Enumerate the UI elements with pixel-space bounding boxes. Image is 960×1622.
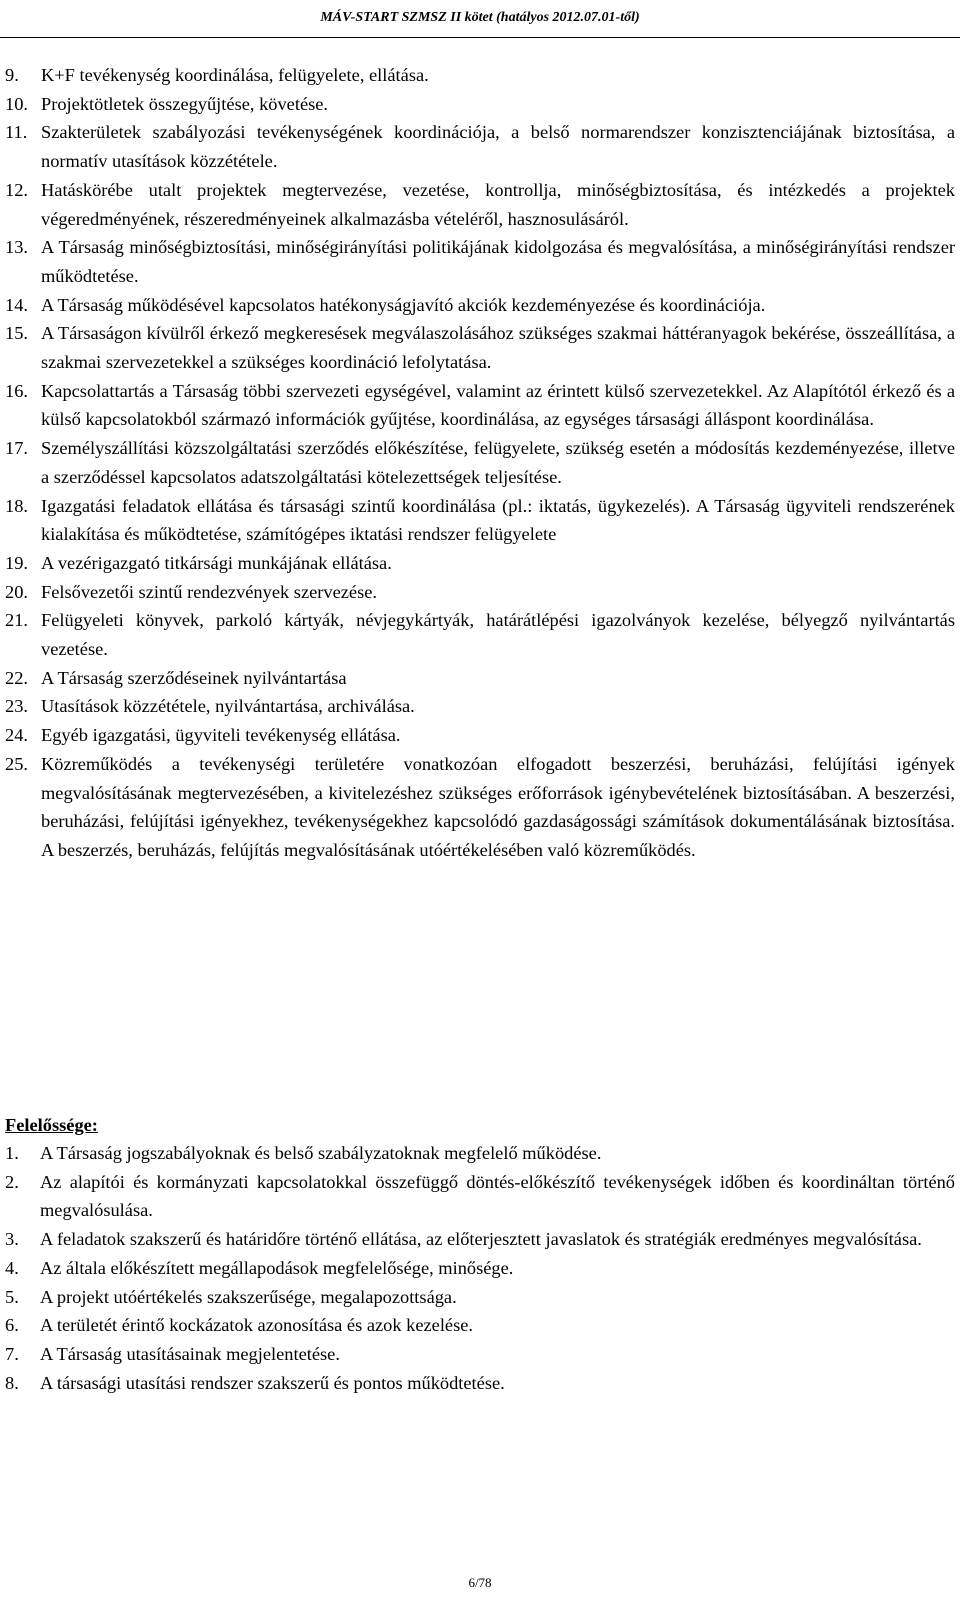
list-item-number: 7. xyxy=(5,1343,19,1364)
list-item-text: A Társaság működésével kapcsolatos hatékonyságjavító akciók kezdeményezése és koordinációja. xyxy=(41,294,766,315)
list-item xyxy=(5,1254,955,1283)
list-item xyxy=(5,721,955,750)
list-item-text: Kapcsolattartás a Társaság többi szervezeti egységével, valamint az érintett külső szervezetekkel. Az Alapítótól érkező és a külső kapcsolatokból származó információk gyűjtése, koordinálása, az egységes társasági álláspont koordinálása. xyxy=(41,380,955,430)
list-item-number: 6. xyxy=(5,1315,19,1336)
list-item-number: 15. xyxy=(5,323,28,344)
responsibility-list xyxy=(5,1139,955,1397)
list-item-text: Projektötletek összegyűjtése, követése. xyxy=(41,93,329,114)
list-item xyxy=(5,606,955,663)
list-item xyxy=(5,233,955,290)
list-item xyxy=(5,692,955,721)
list-item xyxy=(5,377,955,434)
list-item xyxy=(5,1369,955,1398)
list-item xyxy=(5,492,955,549)
list-item-number: 14. xyxy=(5,294,28,315)
list-item-number: 11. xyxy=(5,122,28,143)
list-item-text: Személyszállítási közszolgáltatási szerződés előkészítése, felügyelete, szükség esetén a módosítás kezdeményezése, illetve a szerződéssel kapcsolatos adatszolgáltatási kötelezettségek teljesítése. xyxy=(41,438,955,487)
list-item-number: 1. xyxy=(5,1143,19,1163)
list-item xyxy=(5,176,955,233)
list-item-text: Az általa előkészített megállapodások megfelelősége, minősége. xyxy=(40,1257,514,1278)
list-item-text: A Társaság utasításainak megjelentetése. xyxy=(40,1343,340,1364)
responsibility-heading: Felelőssége: xyxy=(5,1115,98,1135)
list-item-number: 17. xyxy=(5,438,28,459)
list-item-number: 10. xyxy=(5,93,28,114)
list-item-text: A Társaság jogszabályoknak és belső szabályzatoknak megfelelő működése. xyxy=(40,1143,602,1163)
list-item-number: 13. xyxy=(5,237,28,258)
list-item-number: 21. xyxy=(5,610,28,631)
list-item-text: Igazgatási feladatok ellátása és társasági szintű koordinálása (pl.: iktatás, ügykezelés). A Társaság ügyviteli rendszerének kialakítása és működtetése, számítógépes iktatási rendszer felügyelete xyxy=(41,495,955,545)
list-item xyxy=(5,1168,955,1225)
list-item-number: 8. xyxy=(5,1372,19,1393)
list-item-text: Hatáskörébe utalt projektek megtervezése, vezetése, kontrollja, minőségbiztosítása, és intézkedés a projektek végeredményének, részeredményeinek alkalmazásba vételéről, hasznosulásáról. xyxy=(41,179,955,229)
list-item-number: 5. xyxy=(5,1286,19,1307)
list-item-number: 18. xyxy=(5,495,28,516)
list-item xyxy=(5,1340,955,1369)
header-divider xyxy=(0,37,960,38)
page-header: MÁV-START SZMSZ II kötet (hatályos 2012.07.01-től) xyxy=(320,10,640,25)
list-item-text: A Társaság minőségbiztosítási, minőségirányítási politikájának kidolgozása és megvalósítása, a minőségirányítási rendszer működtetése. xyxy=(41,237,955,286)
list-item-text: A vezérigazgató titkársági munkájának ellátása. xyxy=(41,552,392,573)
list-item-number: 19. xyxy=(5,552,28,573)
list-item-text: A társasági utasítási rendszer szakszerű és pontos működtetése. xyxy=(40,1372,505,1393)
list-item-number: 3. xyxy=(5,1229,19,1250)
list-item-number: 24. xyxy=(5,725,28,746)
list-item xyxy=(5,319,955,376)
list-item-text: Az alapítói és kormányzati kapcsolatokkal összefüggő döntés-előkészítő tevékenységek időben és koordináltan történő megvalósulása. xyxy=(40,1171,955,1221)
list-item-text: A Társaságon kívülről érkező megkeresések megválaszolásához szükséges szakmai háttéranyagok bekérése, összeállítása, a szakmai szervezetekkel a szükséges koordináció lefolytatása. xyxy=(41,323,955,373)
list-item xyxy=(5,1139,955,1168)
list-item-number: 22. xyxy=(5,667,28,688)
list-item xyxy=(5,291,955,320)
list-item xyxy=(5,118,955,175)
list-item xyxy=(5,578,955,607)
list-item-number: 25. xyxy=(5,753,28,774)
list-item-text: K+F tevékenység koordinálása, felügyelete, ellátása. xyxy=(41,65,429,85)
list-item xyxy=(5,1225,955,1254)
page-number: 6/78 xyxy=(468,1575,492,1590)
list-item-number: 16. xyxy=(5,380,28,401)
list-item xyxy=(5,434,955,491)
list-item-number: 23. xyxy=(5,696,28,717)
list-item-text: A feladatok szakszerű és határidőre történő ellátása, az előterjesztett javaslatok és stratégiák eredményes megvalósítása. xyxy=(40,1229,922,1250)
duties-list xyxy=(5,61,955,865)
list-item xyxy=(5,549,955,578)
list-item-text: Utasítások közzététele, nyilvántartása, archiválása. xyxy=(41,696,415,717)
list-item xyxy=(5,61,955,90)
list-item xyxy=(5,750,955,865)
list-item xyxy=(5,90,955,119)
list-item-text: A Társaság szerződéseinek nyilvántartása xyxy=(41,667,347,688)
list-item-text: Egyéb igazgatási, ügyviteli tevékenység ellátása. xyxy=(41,725,401,746)
list-item-text: Felsővezetői szintű rendezvények szervezése. xyxy=(41,581,377,602)
list-item-text: A projekt utóértékelés szakszerűsége, megalapozottsága. xyxy=(40,1286,457,1307)
list-item xyxy=(5,664,955,693)
list-item-number: 2. xyxy=(5,1171,19,1192)
list-item-text: Szakterületek szabályozási tevékenységének koordinációja, a belső normarendszer konzisztenciájának biztosítása, a normatív utasítások közzététele. xyxy=(41,122,955,172)
list-item-number: 4. xyxy=(5,1257,19,1278)
list-item-text: Közreműködés a tevékenységi területére vonatkozóan elfogadott beszerzési, beruházási, felújítási igények megvalósításának megtervezésében, a kivitelezéshez szükséges erőforrások igénybevételének biztosításában. A beszerzési, beruházási, felújítási igényekhez, tevékenységekhez kapcsolódó gazdaságossági számítások dokumentálásának biztosítása. A beszerzés, beruházás, felújítás megvalósításának utóértékelésében való közreműködés. xyxy=(41,753,955,860)
list-item-number: 20. xyxy=(5,581,28,602)
list-item xyxy=(5,1283,955,1312)
list-item-number: 12. xyxy=(5,179,28,200)
list-item-text: Felügyeleti könyvek, parkoló kártyák, névjegykártyák, határátlépési igazolványok kezelése, bélyegző nyilvántartás vezetése. xyxy=(41,610,955,660)
list-item xyxy=(5,1311,955,1340)
list-item-number: 9. xyxy=(5,65,19,85)
list-item-text: A területét érintő kockázatok azonosítása és azok kezelése. xyxy=(40,1315,474,1336)
